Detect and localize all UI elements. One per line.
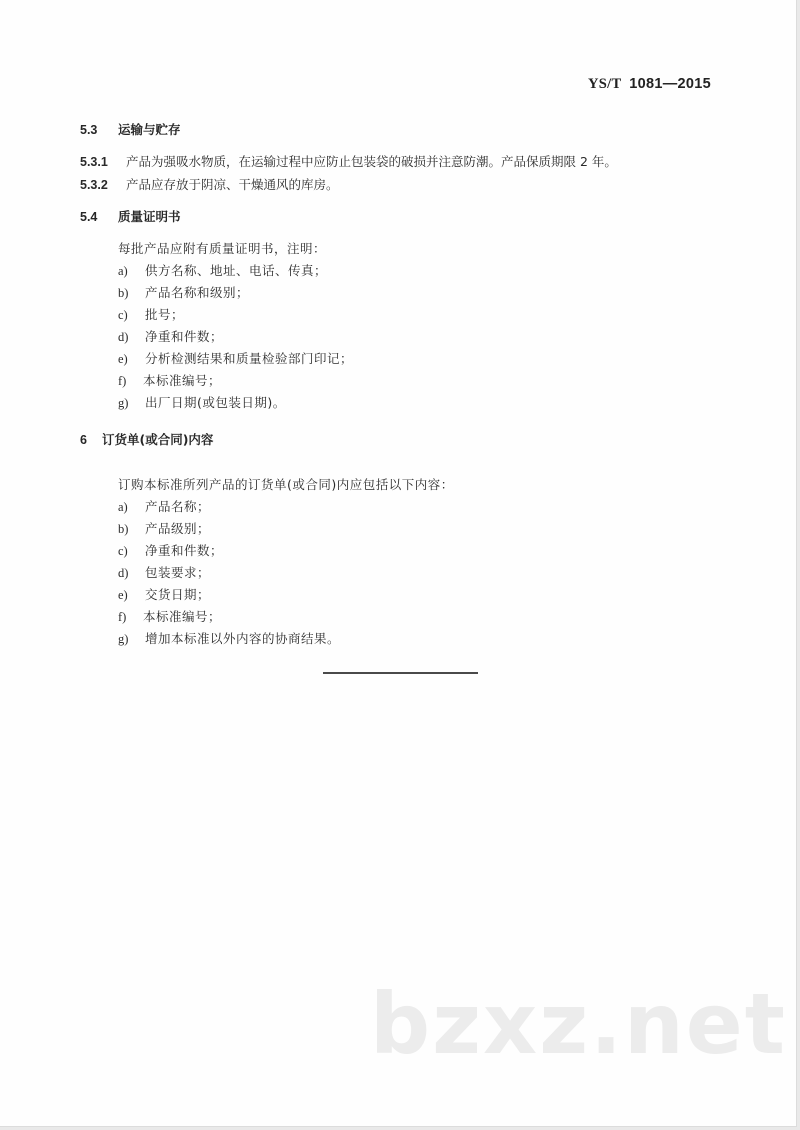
section-title: 质量证明书 [118, 209, 181, 224]
list-item-text: 批号； [145, 307, 185, 322]
list-marker: d) [118, 330, 129, 344]
list-marker: f) [118, 374, 127, 388]
list-item [118, 607, 221, 625]
list-marker: c) [118, 544, 128, 558]
list-marker: a) [118, 500, 128, 514]
list-marker: g) [118, 396, 129, 410]
clause-number: 5.3.1 [80, 155, 108, 169]
section-title: 订货单(或合同)内容 [102, 432, 214, 447]
list-item-text: 净重和件数； [145, 543, 224, 558]
list-item [118, 563, 210, 581]
list-item [118, 371, 221, 389]
list-item [118, 497, 210, 515]
clause-5-3-2 [80, 175, 339, 193]
list-marker: d) [118, 566, 129, 580]
list-marker: a) [118, 264, 128, 278]
list-item [118, 585, 210, 603]
list-item-text: 净重和件数； [145, 329, 224, 344]
section-number: 6 [80, 433, 87, 447]
section-number: 5.3 [80, 123, 98, 137]
list-item-text: 产品级别； [145, 521, 211, 536]
list-item-text: 本标准编号； [143, 373, 222, 388]
list-item [118, 327, 223, 345]
section-heading-6 [80, 430, 213, 448]
section-number: 5.4 [80, 210, 98, 224]
watermark: bzxz.net [370, 975, 787, 1073]
list-marker: b) [118, 286, 129, 300]
list-marker: b) [118, 522, 129, 536]
list-item [118, 519, 210, 537]
list-item-text: 供方名称、地址、电话、传真； [145, 263, 328, 278]
list-item-text: 出厂日期(或包装日期)。 [145, 395, 286, 410]
list-marker: e) [118, 588, 128, 602]
end-of-document-rule [323, 672, 478, 674]
clause-5-3-1 [80, 152, 617, 170]
list-item-text: 包装要求； [145, 565, 211, 580]
list-marker: f) [118, 610, 127, 624]
list-item [118, 305, 184, 323]
standard-number: 1081—2015 [629, 76, 711, 92]
standard-code-header [588, 76, 711, 93]
section-title: 运输与贮存 [118, 122, 181, 137]
list-item-text: 交货日期； [145, 587, 211, 602]
list-item [118, 349, 353, 367]
clause-text: 产品为强吸水物质，在运输过程中应防止包装袋的破损并注意防潮。产品保质期限 2 年。 [126, 154, 617, 169]
list-item [118, 393, 286, 411]
list-item-text: 分析检测结果和质量检验部门印记； [145, 351, 354, 366]
list-item-text: 产品名称和级别； [145, 285, 250, 300]
list-item-text: 产品名称； [145, 499, 211, 514]
section-5-4-intro: 每批产品应附有质量证明书，注明： [118, 241, 327, 256]
section-heading-5-3 [80, 120, 181, 138]
list-marker: e) [118, 352, 128, 366]
list-item [118, 283, 249, 301]
list-item [118, 541, 223, 559]
list-item-text: 增加本标准以外内容的协商结果。 [145, 631, 341, 646]
list-item [118, 629, 340, 647]
clause-number: 5.3.2 [80, 178, 108, 192]
list-item [118, 261, 327, 279]
section-6-intro: 订购本标准所列产品的订货单(或合同)内应包括以下内容： [118, 477, 454, 492]
clause-text: 产品应存放于阴凉、干燥通风的库房。 [126, 177, 339, 192]
list-item-text: 本标准编号； [143, 609, 222, 624]
list-marker: g) [118, 632, 129, 646]
section-heading-5-4 [80, 207, 181, 225]
standard-prefix: YS/T [587, 76, 622, 92]
list-marker: c) [118, 308, 128, 322]
